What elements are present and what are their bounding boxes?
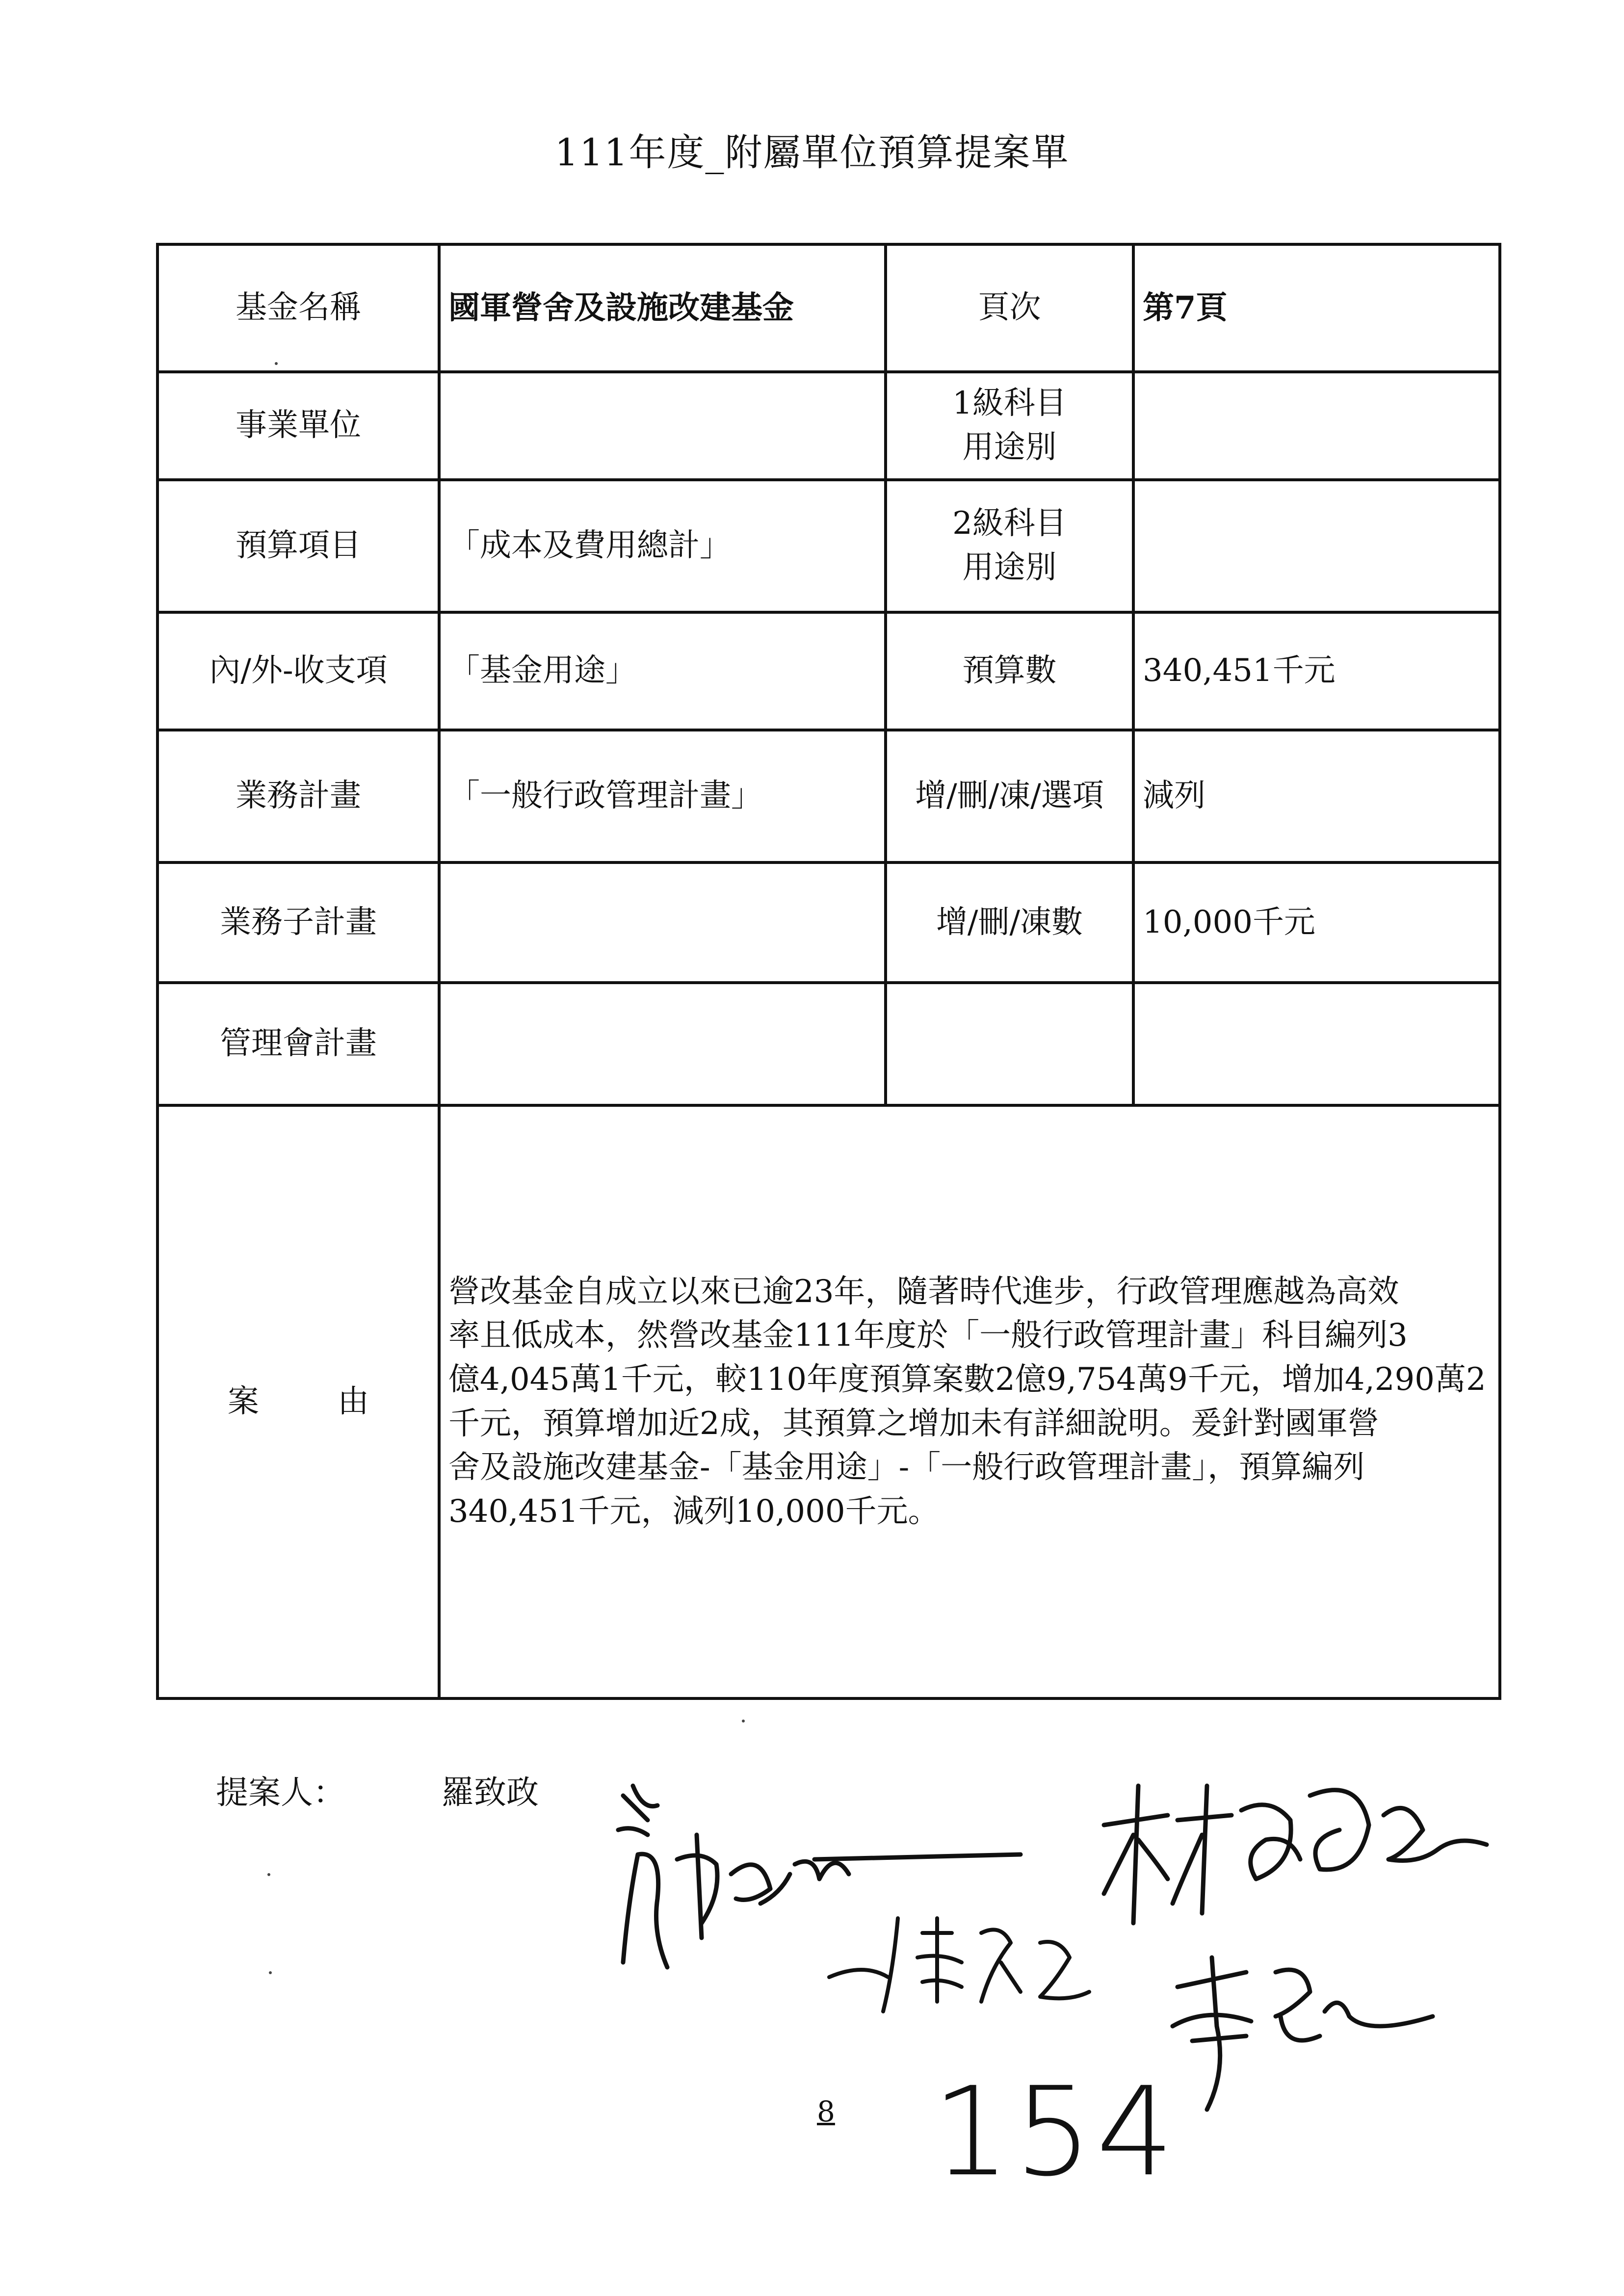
fund-name-label: 基金名稱 (157, 244, 439, 372)
proposer-name: 羅致政 (442, 1774, 539, 1811)
page-value: 第7頁 (1133, 244, 1500, 372)
action-value: 減列 (1133, 730, 1500, 862)
row-fund-name (157, 244, 1500, 372)
scan-speck (275, 362, 278, 365)
program-value: 「一般行政管理計畫」 (439, 730, 886, 862)
level2-value (1133, 480, 1500, 612)
reason-text (439, 1105, 1500, 1698)
action-label: 增/刪/凍/選項 (886, 730, 1133, 862)
reason-line: 率且低成本，然營改基金111年度於「一般行政管理計畫」科目編列3 (448, 1317, 1408, 1354)
page-number: 8 (817, 2095, 835, 2128)
row-business-unit (157, 372, 1500, 480)
mgmt-plan-label: 管理會計畫 (157, 983, 439, 1105)
fund-name-value: 國軍營舍及設施改建基金 (439, 244, 886, 372)
level1-label (886, 372, 1133, 480)
program-label: 業務計畫 (157, 730, 439, 862)
budget-amount-label: 預算數 (886, 612, 1133, 730)
row-subprogram (157, 862, 1500, 983)
reason-label-char1: 案 (227, 1383, 259, 1420)
mgmt-plan-value (439, 983, 886, 1105)
reason-line: 舍及設施改建基金-「基金用途」-「一般行政管理計畫」，預算編列 (448, 1449, 1365, 1486)
row-inout (157, 612, 1500, 730)
level2-label-line2: 用途別 (962, 549, 1057, 586)
inout-value: 「基金用途」 (439, 612, 886, 730)
signature-4 (1163, 1953, 1438, 2119)
subprogram-label: 業務子計畫 (157, 862, 439, 983)
business-unit-label: 事業單位 (157, 372, 439, 480)
row-reason (157, 1105, 1500, 1698)
signature-3 (1094, 1766, 1496, 1943)
reason-line: 340,451千元，減列10,000千元。 (448, 1493, 940, 1530)
level1-label-line1: 1級科目 (952, 385, 1067, 422)
page-label: 頁次 (886, 244, 1133, 372)
reason-label-char2: 由 (338, 1383, 369, 1420)
mgmt-plan-empty-3 (886, 983, 1133, 1105)
level1-label-line2: 用途別 (962, 429, 1057, 466)
signature-2 (824, 1904, 1099, 2031)
level2-label (886, 480, 1133, 612)
scan-speck (267, 1873, 270, 1876)
inout-label: 內/外-收支項 (157, 612, 439, 730)
mgmt-plan-empty-4 (1133, 983, 1500, 1105)
budget-item-label: 預算項目 (157, 480, 439, 612)
row-mgmt-plan (157, 983, 1500, 1105)
change-amount-value: 10,000千元 (1133, 862, 1500, 983)
row-program (157, 730, 1500, 862)
level1-value (1133, 372, 1500, 480)
budget-item-value: 「成本及費用總計」 (439, 480, 886, 612)
business-unit-value (439, 372, 886, 480)
reason-label (157, 1105, 439, 1698)
handwritten-page-stamp: 154 (932, 2061, 1179, 2203)
level2-label-line1: 2級科目 (952, 505, 1067, 542)
proposal-form-table (156, 243, 1501, 1700)
change-amount-label: 增/刪/凍數 (886, 862, 1133, 983)
reason-line: 千元，預算增加近2成，其預算之增加未有詳細說明。爰針對國軍營 (448, 1405, 1379, 1442)
scan-speck (269, 1971, 272, 1974)
row-budget-item (157, 480, 1500, 612)
subprogram-value (439, 862, 886, 983)
reason-line: 億4,045萬1千元，較110年度預算案數2億9,754萬9千元，增加4,290萬2 (448, 1361, 1486, 1398)
proposer-label: 提案人： (216, 1774, 345, 1811)
budget-amount-value: 340,451千元 (1133, 612, 1500, 730)
scan-speck (742, 1720, 745, 1722)
reason-line: 營改基金自成立以來已逾23年，隨著時代進步，行政管理應越為高效 (448, 1273, 1399, 1310)
page-title: 111年度_附屬單位預算提案單 (554, 130, 1070, 174)
